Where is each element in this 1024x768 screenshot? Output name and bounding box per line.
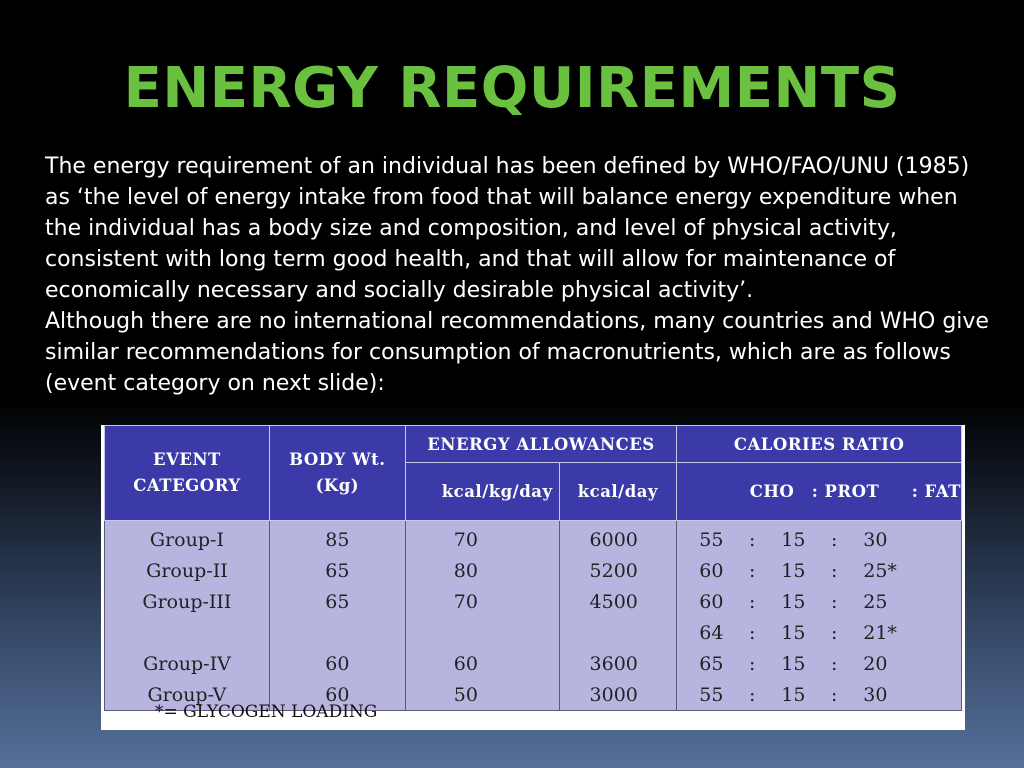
table-row	[105, 648, 962, 679]
ratio-separator: :	[749, 621, 756, 644]
table-footnote: *= GLYCOGEN LOADING	[155, 702, 378, 722]
cell-prot: 15	[781, 683, 806, 706]
cell-calories-ratio	[677, 648, 962, 679]
cell-prot: 15	[781, 528, 806, 551]
header-calories-ratio: CALORIES RATIO	[677, 426, 962, 463]
cell-cho: 55	[699, 683, 724, 706]
recommendation-paragraph: Although there are no international recommendations, many countries and WHO give similar recommendations for consumption of macronutrients, which are as follows (event category on next slide):	[45, 309, 989, 396]
cell-calories-ratio	[677, 586, 962, 617]
definition-paragraph: The energy requirement of an individual has been defined by WHO/FAO/UNU (1985) as ‘the level of energy intake from food that will balance energy expenditure when the individual has a body size and composition, and level of physical activity, consistent with long term good health, and that will allow for maintenance of economically necessary and socially desirable physical activity’.	[45, 154, 970, 303]
cell-group: Group-V	[105, 679, 270, 711]
cell-calories-ratio	[677, 555, 962, 586]
cell-group	[105, 617, 270, 648]
cell-kcal-day: 5200	[559, 555, 677, 586]
table-row	[105, 586, 962, 617]
cell-prot: 15	[781, 621, 806, 644]
header-body-wt-line2: (Kg)	[315, 476, 360, 495]
ratio-separator: :	[831, 559, 838, 582]
table-header-row	[105, 426, 962, 463]
ratio-separator: :	[831, 621, 838, 644]
cell-calories-ratio	[677, 617, 962, 648]
cell-prot: 15	[781, 652, 806, 675]
cell-fat: 20	[863, 652, 888, 675]
cell-fat: 25*	[863, 559, 897, 582]
table-row	[105, 521, 962, 556]
ratio-separator: :	[749, 683, 756, 706]
ratio-separator: :	[749, 590, 756, 613]
cell-fat: 30	[863, 683, 888, 706]
cell-kcal-kg-day: 70	[405, 521, 559, 556]
header-energy-allowances: ENERGY ALLOWANCES	[405, 426, 676, 463]
cell-body-wt: 65	[269, 586, 405, 617]
header-event-line1: EVENT	[153, 450, 221, 469]
cell-fat: 25	[863, 590, 888, 613]
cell-cho: 60	[699, 590, 724, 613]
cell-kcal-day: 4500	[559, 586, 677, 617]
energy-allowance-table-card	[101, 425, 965, 730]
header-fat: : FAT	[911, 482, 961, 501]
cell-body-wt: 60	[269, 648, 405, 679]
cell-kcal-kg-day: 60	[405, 648, 559, 679]
cell-kcal-day: 6000	[559, 521, 677, 556]
cell-body-wt: 85	[269, 521, 405, 556]
ratio-separator: :	[749, 528, 756, 551]
header-body-wt-line1: BODY Wt.	[289, 450, 386, 469]
cell-group: Group-IV	[105, 648, 270, 679]
header-kcal-kg-day: kcal/kg/day	[405, 463, 559, 521]
cell-kcal-day	[559, 617, 677, 648]
cell-prot: 15	[781, 590, 806, 613]
cell-cho: 60	[699, 559, 724, 582]
slide-title: ENERGY REQUIREMENTS	[123, 56, 901, 121]
energy-allowance-table	[104, 425, 962, 711]
header-event-category	[105, 426, 270, 521]
slide-body-text	[45, 151, 995, 399]
cell-group: Group-II	[105, 555, 270, 586]
cell-kcal-day: 3000	[559, 679, 677, 711]
cell-group: Group-I	[105, 521, 270, 556]
header-prot: : PROT	[811, 482, 880, 501]
cell-body-wt: 65	[269, 555, 405, 586]
cell-fat: 21*	[863, 621, 897, 644]
cell-cho: 55	[699, 528, 724, 551]
cell-kcal-kg-day	[405, 617, 559, 648]
header-ratio-parts	[677, 463, 962, 521]
cell-kcal-kg-day: 50	[405, 679, 559, 711]
table-row	[105, 555, 962, 586]
header-event-line2: CATEGORY	[133, 476, 241, 495]
ratio-separator: :	[831, 528, 838, 551]
cell-calories-ratio	[677, 521, 962, 556]
cell-group: Group-III	[105, 586, 270, 617]
cell-kcal-kg-day: 70	[405, 586, 559, 617]
cell-calories-ratio	[677, 679, 962, 711]
cell-body-wt: 60	[269, 679, 405, 711]
cell-fat: 30	[863, 528, 888, 551]
ratio-separator: :	[831, 683, 838, 706]
ratio-separator: :	[831, 652, 838, 675]
cell-kcal-day: 3600	[559, 648, 677, 679]
header-cho: CHO	[749, 482, 795, 501]
ratio-separator: :	[749, 559, 756, 582]
cell-cho: 64	[699, 621, 724, 644]
cell-kcal-kg-day: 80	[405, 555, 559, 586]
ratio-separator: :	[831, 590, 838, 613]
cell-cho: 65	[699, 652, 724, 675]
header-kcal-day: kcal/day	[559, 463, 677, 521]
header-body-wt	[269, 426, 405, 521]
table-row	[105, 617, 962, 648]
ratio-separator: :	[749, 652, 756, 675]
cell-prot: 15	[781, 559, 806, 582]
cell-body-wt	[269, 617, 405, 648]
